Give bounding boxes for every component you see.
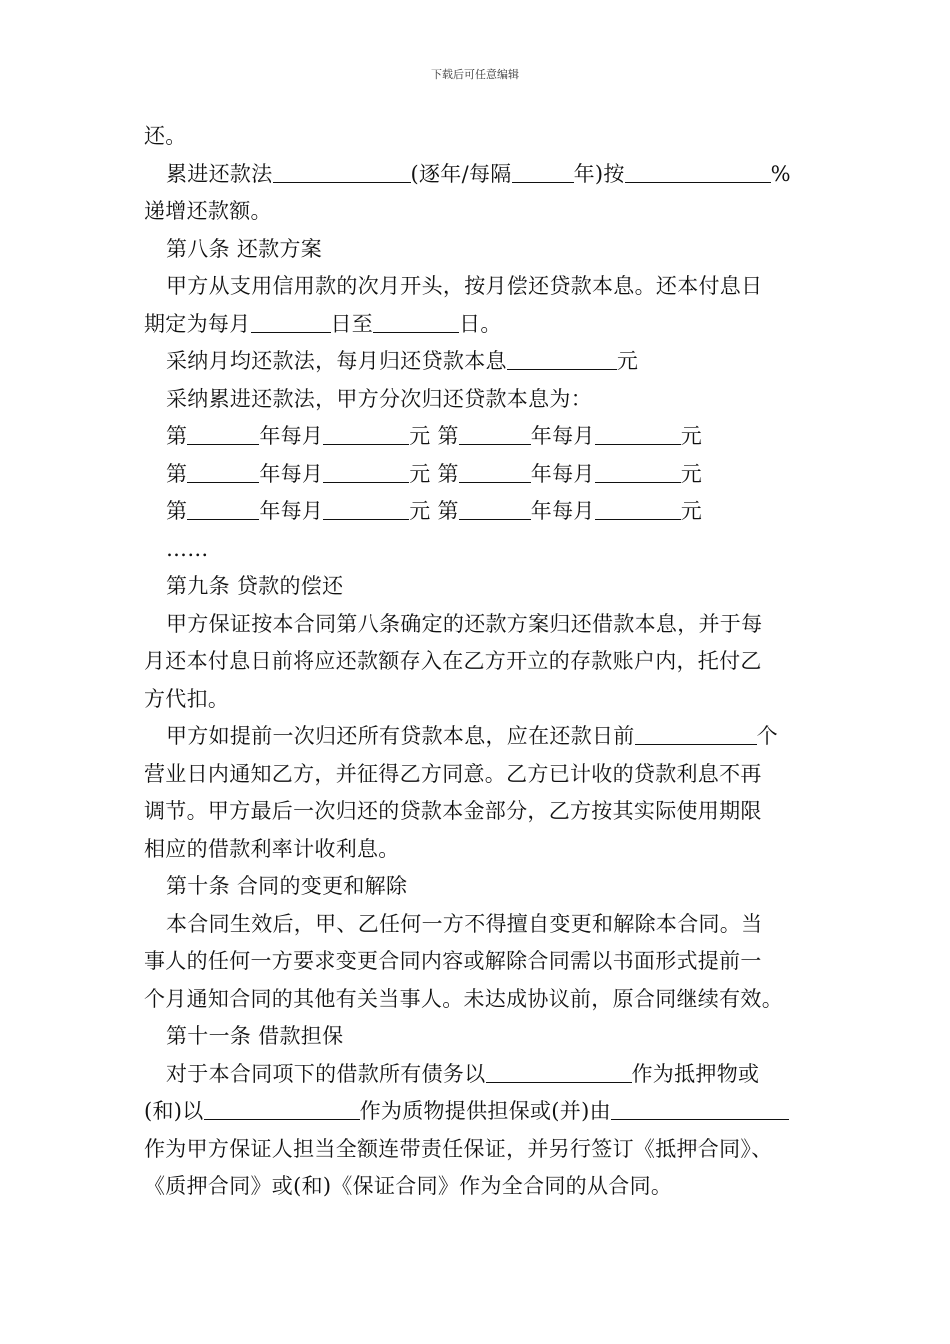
blank-field[interactable] — [204, 1097, 360, 1120]
page-header: 下载后可任意编辑 — [431, 68, 519, 81]
blank-field[interactable] — [486, 1060, 632, 1083]
blank-field[interactable] — [611, 1097, 789, 1120]
blank-field[interactable] — [635, 722, 757, 745]
paragraph-line: 甲方保证按本合同第八条确定的还款方案归还借款本息，并于每 — [166, 611, 763, 636]
section-heading-article-11: 第十一条 借款担保 — [166, 1024, 344, 1048]
schedule-row: 第 年每月 元 第 年每月 元 — [166, 424, 703, 448]
blank-field[interactable] — [459, 422, 531, 445]
blank-field[interactable] — [595, 460, 681, 483]
paragraph-line: 还。 — [144, 124, 187, 148]
blank-field[interactable] — [373, 310, 459, 333]
blank-field[interactable] — [251, 310, 331, 333]
blank-field[interactable] — [323, 497, 409, 520]
paragraph-line: 相应的借款利率计收利息。 — [144, 836, 400, 861]
paragraph-line: 甲方从支用信用款的次月开头，按月偿还贷款本息。还本付息日 — [166, 274, 763, 298]
ellipsis-line: …… — [166, 536, 209, 561]
blank-field[interactable] — [273, 160, 411, 183]
paragraph-line: 作为甲方保证人担当全额连带责任保证，并另行签订《抵押合同》、 — [144, 1136, 773, 1161]
section-heading-article-10: 第十条 合同的变更和解除 — [166, 874, 408, 898]
early-repayment-line: 甲方如提前一次归还所有贷款本息，应在还款日前 个 — [166, 724, 778, 748]
contract-body — [144, 118, 816, 1206]
collateral-line: 对于本合同项下的借款所有债务以 作为抵押物或 — [166, 1061, 760, 1086]
blank-field[interactable] — [625, 160, 771, 183]
progressive-repayment-line: 累进还款法 (逐年/每隔 年)按 % — [166, 161, 791, 186]
blank-field[interactable] — [187, 422, 259, 445]
section-heading-article-8: 第八条 还款方案 — [166, 236, 323, 261]
blank-field[interactable] — [459, 497, 531, 520]
blank-field[interactable] — [323, 460, 409, 483]
blank-field[interactable] — [187, 497, 259, 520]
paragraph-line: 月还本付息日前将应还款额存入在乙方开立的存款账户内，托付乙 — [144, 649, 762, 673]
blank-field[interactable] — [507, 347, 617, 370]
paragraph-line: 事人的任何一方要求变更合同内容或解除合同需以书面形式提前一 — [144, 949, 762, 973]
paragraph-line: 营业日内通知乙方，并征得乙方同意。乙方已计收的贷款利息不再 — [144, 761, 762, 786]
paragraph-line: 采纳累进还款法，甲方分次归还贷款本息为： — [166, 386, 592, 411]
paragraph-line: 方代扣。 — [144, 686, 230, 711]
blank-field[interactable] — [459, 460, 531, 483]
section-heading-article-9: 第九条 贷款的偿还 — [166, 574, 344, 598]
blank-field[interactable] — [323, 422, 409, 445]
repayment-date-line: 期定为每月 日至 日。 — [144, 311, 502, 336]
blank-field[interactable] — [595, 497, 681, 520]
paragraph-line: 《质押合同》或(和)《保证合同》作为全合同的从合同。 — [144, 1174, 673, 1198]
blank-field[interactable] — [512, 160, 574, 183]
blank-field[interactable] — [595, 422, 681, 445]
paragraph-line: 本合同生效后，甲、乙任何一方不得擅自变更和解除本合同。当 — [166, 911, 763, 936]
paragraph-line: 个月通知合同的其他有关当事人。未达成协议前，原合同继续有效。 — [144, 986, 783, 1011]
paragraph-line: 递增还款额。 — [144, 199, 272, 223]
schedule-row: 第 年每月 元 第 年每月 元 — [166, 461, 703, 486]
monthly-repayment-line: 采纳月均还款法，每月归还贷款本息 元 — [166, 349, 639, 373]
paragraph-line: 调节。甲方最后一次归还的贷款本金部分，乙方按其实际使用期限 — [144, 799, 762, 823]
blank-field[interactable] — [187, 460, 259, 483]
schedule-row: 第 年每月 元 第 年每月 元 — [166, 499, 703, 523]
pledge-line: (和)以 作为质物提供担保或(并)由 — [144, 1093, 816, 1131]
